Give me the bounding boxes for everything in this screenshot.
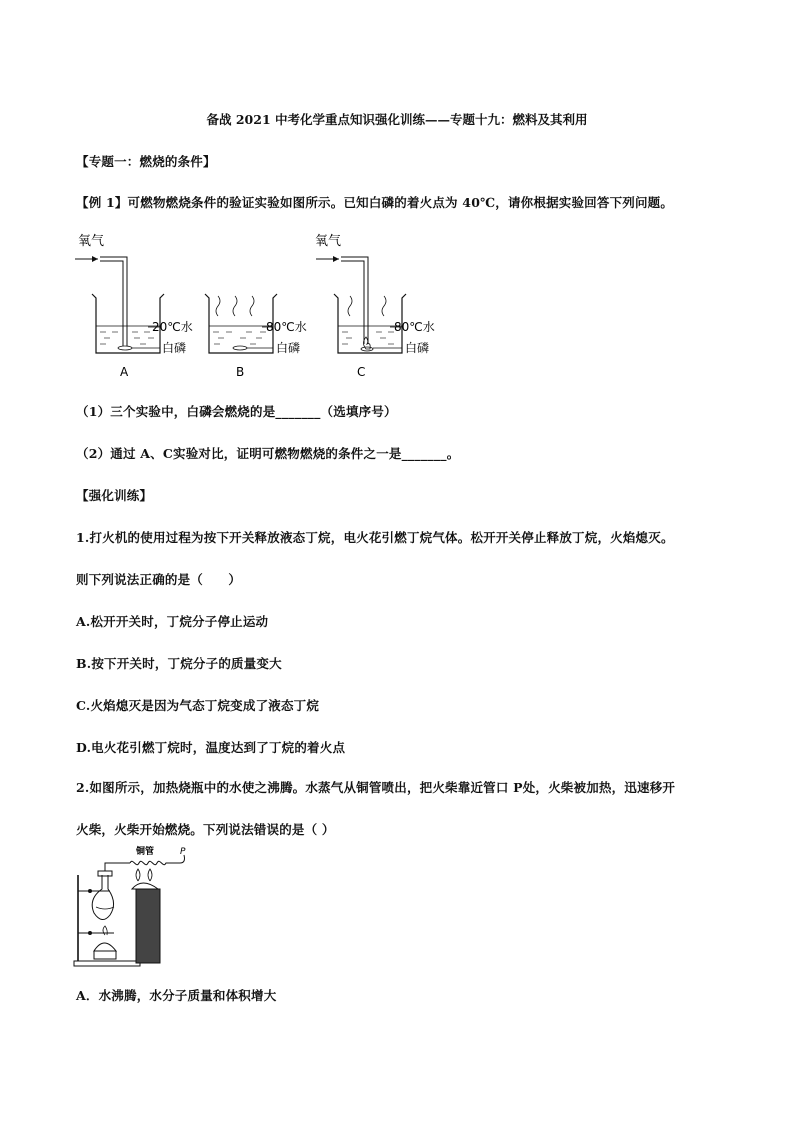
question2-option-a: A．水沸腾，水分子质量和体积增大 — [76, 988, 277, 1003]
section-heading-combustion-conditions: 【专题一：燃烧的条件】 — [76, 154, 216, 169]
phosphorus-label-c: 白磷 — [405, 341, 430, 355]
section-heading-training: 【强化训练】 — [76, 488, 153, 503]
question2-stem-line2: 火柴，火柴开始燃烧。下列说法错误的是（ ） — [76, 822, 335, 837]
oxygen-label-c: 氧气 — [315, 234, 342, 249]
example1-question2: （2）通过 A、C实验对比，证明可燃物燃烧的条件之一是_______。 — [76, 446, 460, 461]
question1-stem-line1: 1.打火机的使用过程为按下开关释放液态丁烷，电火花引燃丁烷气体。松开开关停止释放丁烷，火焰熄灭。 — [76, 530, 674, 545]
copper-tube-label: 铜管 — [136, 847, 155, 857]
question1-option-d: D.电火花引燃丁烷时，温度达到了丁烷的着火点 — [76, 740, 346, 755]
point-p-label: P — [180, 847, 186, 857]
question1-option-a: A.松开开关时，丁烷分子停止运动 — [76, 614, 269, 629]
beaker-caption-c: C — [357, 365, 366, 379]
question1-option-b: B.按下开关时，丁烷分子的质量变大 — [76, 656, 282, 671]
beaker-caption-a: A — [120, 365, 129, 379]
beaker-b — [205, 294, 307, 379]
question1-stem-line2: 则下列说法正确的是（ ） — [76, 572, 242, 587]
question2-stem-line1: 2.如图所示，加热烧瓶中的水使之沸腾。水蒸气从铜管喷出，把火柴靠近管口 P处，火柴被加热，迅速移开 — [76, 780, 676, 795]
example1-question1: （1）三个实验中，白磷会燃烧的是_______（选填序号） — [76, 404, 397, 419]
question1-option-c: C.火焰熄灭是因为气态丁烷变成了液态丁烷 — [76, 698, 320, 713]
oxygen-label-a: 氧气 — [78, 234, 105, 249]
beaker-caption-b: B — [236, 365, 245, 379]
flask-heating-figure — [70, 845, 210, 970]
example1-prompt: 【例 1】可燃物燃烧条件的验证实验如图所示。已知白磷的着火点为 40℃，请你根据实验回答下列问题。 — [76, 195, 674, 210]
phosphorus-label-a: 白磷 — [162, 341, 187, 355]
beaker-c — [315, 234, 435, 379]
phosphorus-label-b: 白磷 — [276, 341, 301, 355]
water-label-c: 80℃水 — [394, 320, 435, 334]
water-label-b: 80℃水 — [266, 320, 307, 334]
beaker-experiment-figure — [70, 228, 450, 388]
water-label-a: 20℃水 — [152, 320, 193, 334]
document-title: 备战 2021 中考化学重点知识强化训练——专题十九：燃料及其利用 — [206, 112, 588, 127]
beaker-a — [75, 234, 193, 379]
